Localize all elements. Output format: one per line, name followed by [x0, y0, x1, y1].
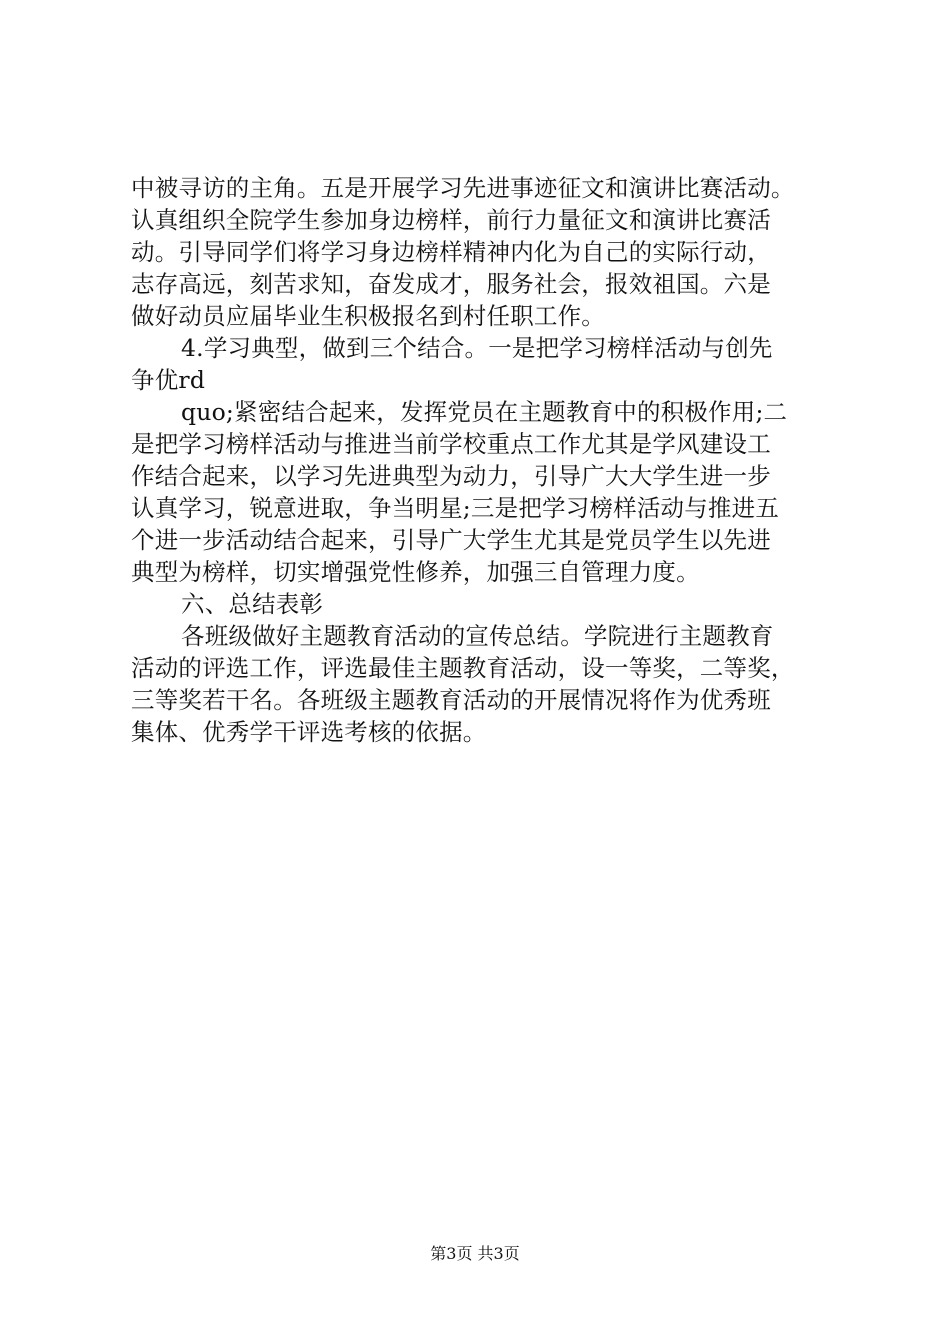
text-line: 4.学习典型，做到三个结合。一是把学习榜样活动与创先 — [181, 334, 773, 362]
page-number-footer: 第3页 共3页 — [430, 1244, 520, 1263]
text-line: 个进一步活动结合起来，引导广大学生尤其是党员学生以先进 — [131, 526, 771, 554]
text-line: 做好动员应届毕业生积极报名到村任职工作。 — [131, 302, 605, 330]
text-line: 各班级做好主题教育活动的宣传总结。学院进行主题教育 — [181, 622, 774, 650]
section-heading: 六、总结表彰 — [181, 590, 324, 618]
text-line: 典型为榜样，切实增强党性修养，加强三自管理力度。 — [131, 558, 700, 586]
text-line: 争优rd — [131, 366, 206, 394]
document-body — [131, 172, 831, 748]
text-line: quo;紧密结合起来，发挥党员在主题教育中的积极作用;二 — [181, 398, 788, 426]
text-line: 中被寻访的主角。五是开展学习先进事迹征文和演讲比赛活动。 — [131, 174, 795, 202]
text-line: 三等奖若干名。各班级主题教育活动的开展情况将作为优秀班 — [131, 686, 771, 714]
text-line: 认真学习，锐意进取，争当明星;三是把学习榜样活动与推进五 — [131, 494, 780, 522]
text-line: 动。引导同学们将学习身边榜样精神内化为自己的实际行动， — [131, 238, 771, 266]
text-line: 是把学习榜样活动与推进当前学校重点工作尤其是学风建设工 — [131, 430, 771, 458]
text-line: 作结合起来，以学习先进典型为动力，引导广大大学生进一步 — [131, 462, 771, 490]
text-line: 集体、优秀学干评选考核的依据。 — [131, 718, 487, 746]
text-line: 认真组织全院学生参加身边榜样，前行力量征文和演讲比赛活 — [131, 206, 771, 234]
text-line: 志存高远，刻苦求知，奋发成才，服务社会，报效祖国。六是 — [131, 270, 771, 298]
text-line: 活动的评选工作，评选最佳主题教育活动，设一等奖，二等奖， — [131, 654, 795, 682]
